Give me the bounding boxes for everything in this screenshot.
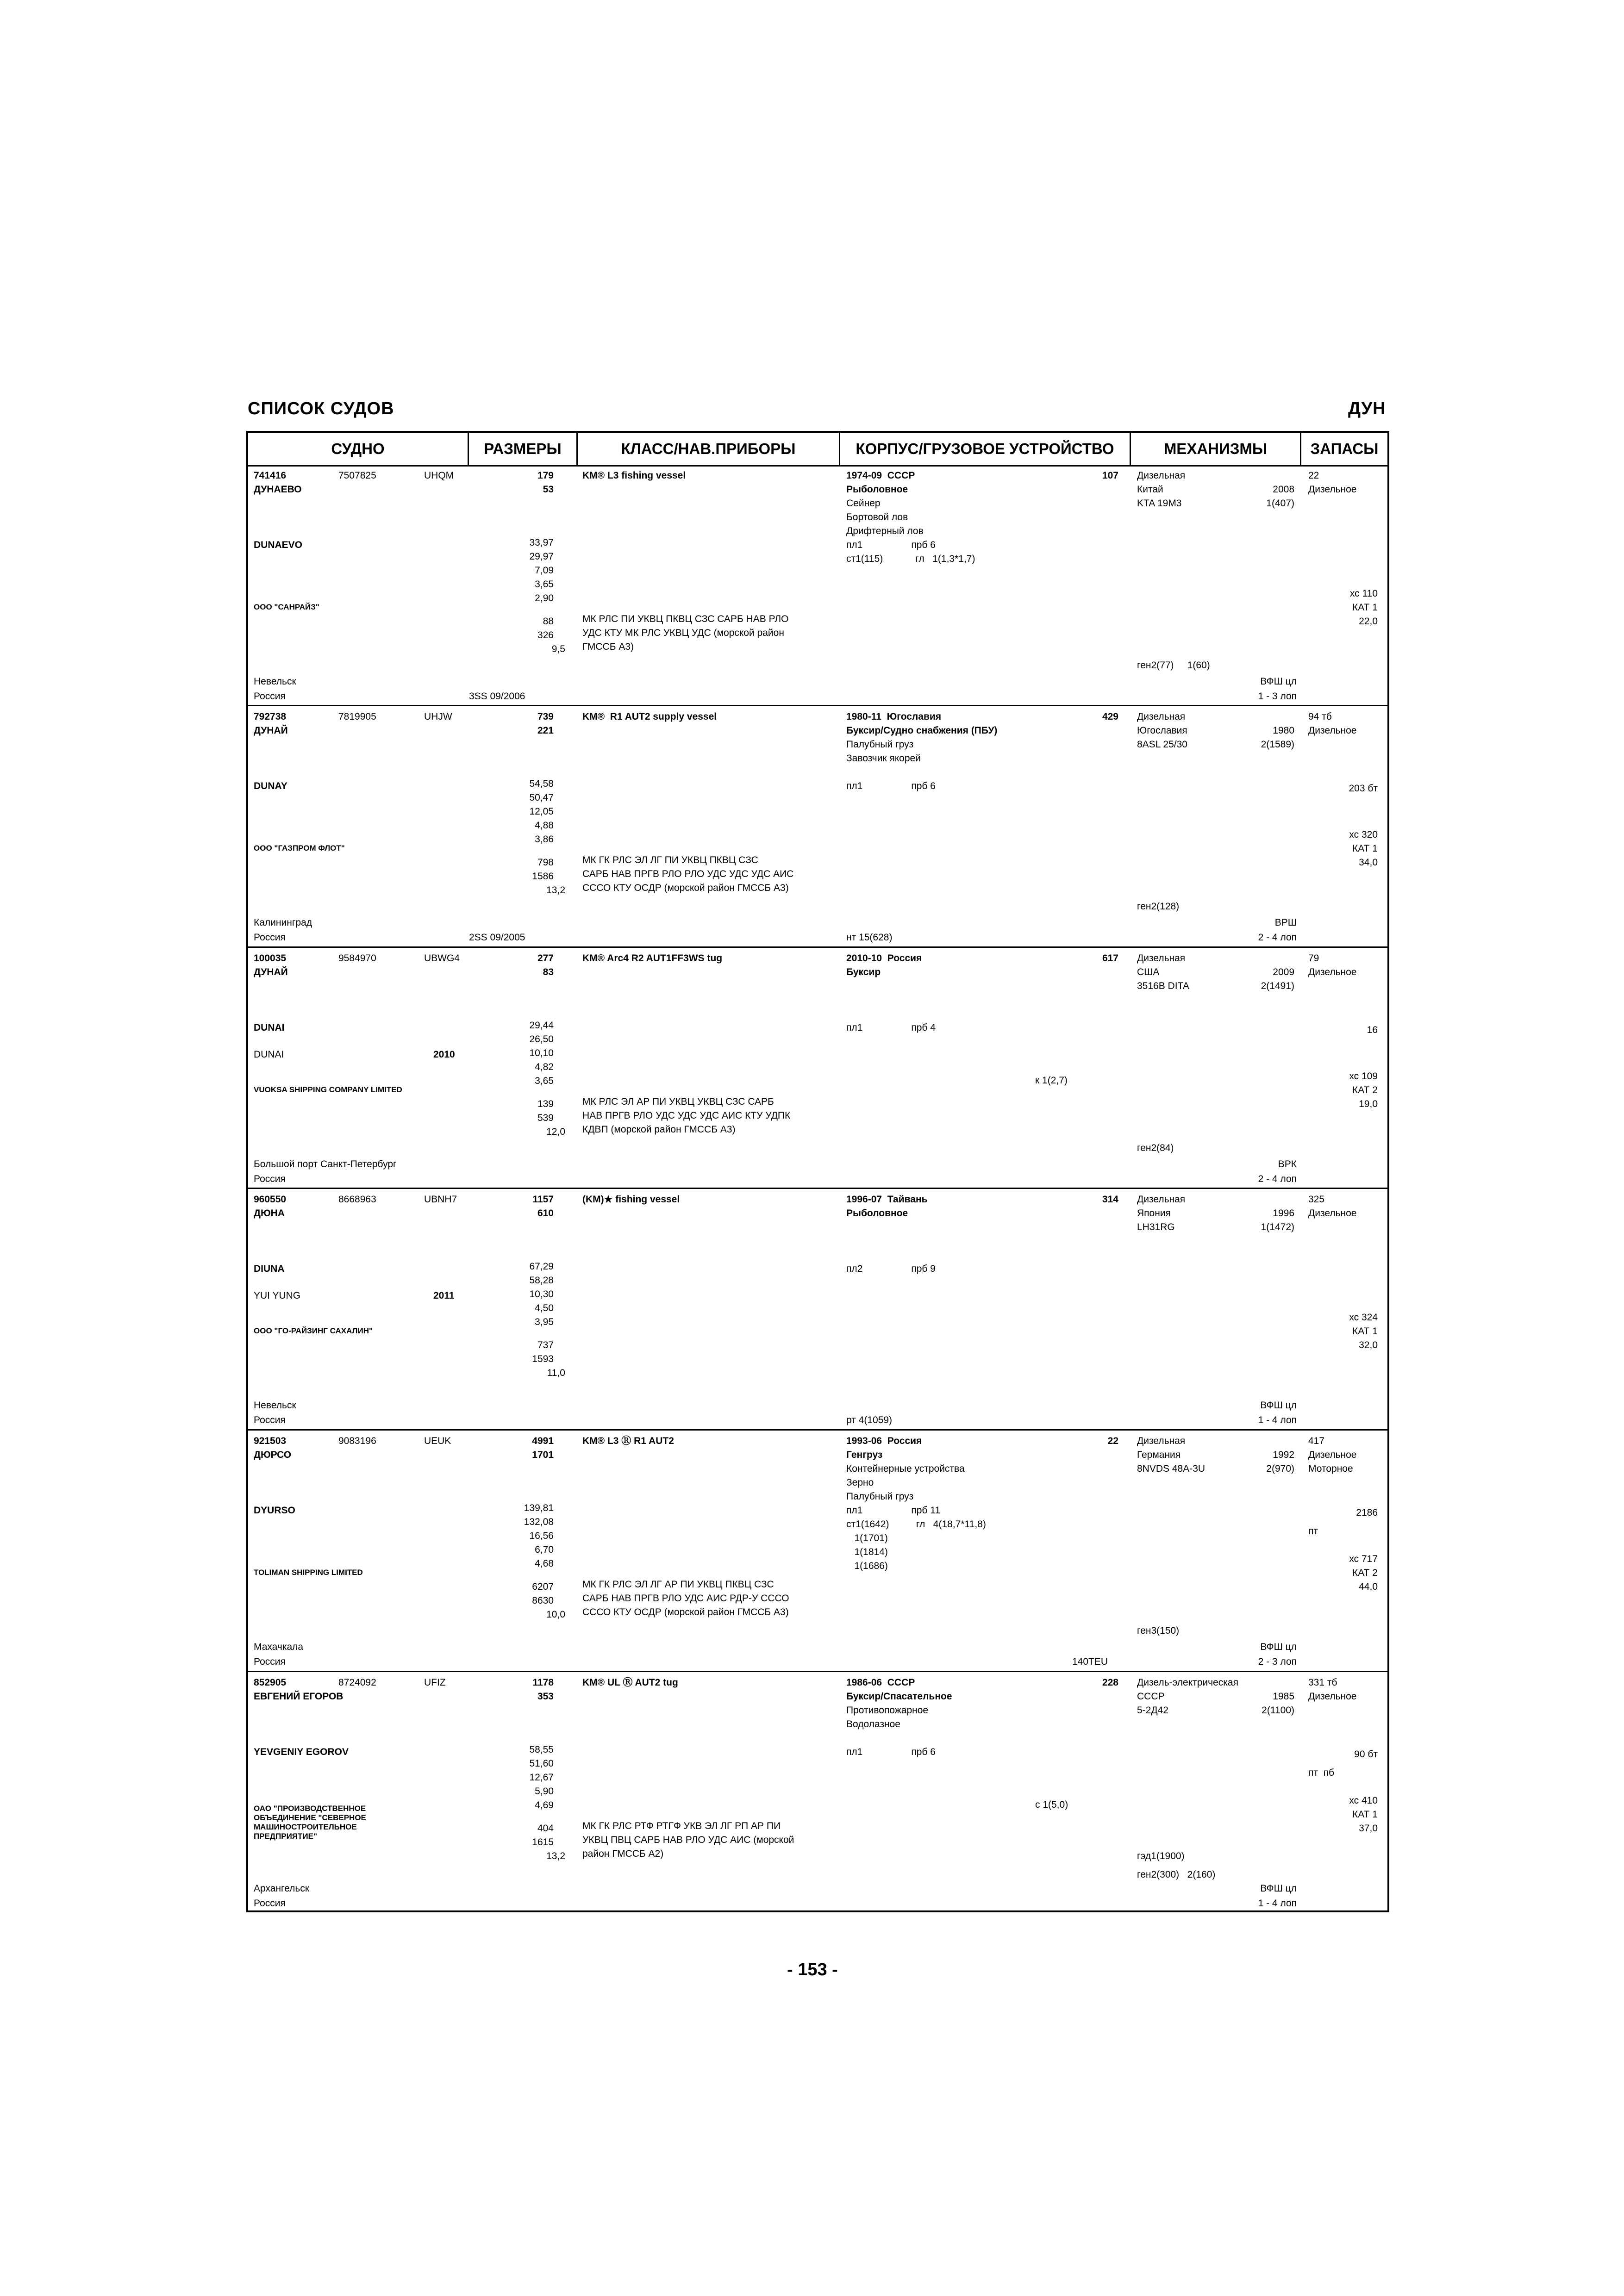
hull-line: Палубный груз bbox=[846, 1491, 914, 1502]
engine-model: 5-2Д42 bbox=[1137, 1705, 1168, 1716]
deadweight-value: 404 bbox=[537, 1823, 554, 1834]
ship-name: ДУНАЕВО bbox=[254, 484, 302, 495]
hull-line: пл1 прб 6 bbox=[846, 781, 936, 791]
ship-name: ДУНАЙ bbox=[254, 967, 288, 977]
net-tonnage: 53 bbox=[543, 484, 554, 495]
engine-year: 1992 bbox=[1273, 1450, 1294, 1460]
nav-equipment-line: САРБ НАВ ПРГВ РЛО УДС АИС РДР-У СССО bbox=[582, 1593, 789, 1604]
ship-class: (KM)★ fishing vessel bbox=[582, 1194, 680, 1205]
fuel-line: Дизельное bbox=[1308, 967, 1357, 977]
nav-equipment-line: СССО КТУ ОСДР (морской район ГМССБ A3) bbox=[582, 883, 789, 893]
fuel-line: Дизельное bbox=[1308, 1450, 1357, 1460]
propeller-blades: 2 - 4 лоп bbox=[1258, 1174, 1297, 1184]
ship-table bbox=[246, 431, 1389, 1912]
fuel-line: 79 bbox=[1308, 953, 1319, 964]
dimension-value: 5,90 bbox=[535, 1786, 554, 1797]
generator-line: ген2(300) 2(160) bbox=[1137, 1869, 1216, 1880]
deadweight-value: 8630 bbox=[532, 1595, 554, 1606]
hull-line: 1(1701) bbox=[846, 1533, 888, 1543]
ship-call-sign: UHQM bbox=[424, 470, 454, 481]
crew-line: хс 110 bbox=[1349, 588, 1378, 599]
fuel-extra-line: 90 бт bbox=[1354, 1749, 1378, 1760]
generator-line: ген2(84) bbox=[1137, 1143, 1174, 1153]
dimension-value: 139,81 bbox=[524, 1503, 554, 1513]
hull-extra: 140TEU bbox=[1072, 1656, 1108, 1667]
propeller-blades: 1 - 4 лоп bbox=[1258, 1415, 1297, 1425]
deadweight-value: 1593 bbox=[532, 1354, 554, 1364]
crew-line: КАТ 1 bbox=[1352, 1326, 1378, 1337]
ship-speed: 13,2 bbox=[546, 885, 565, 896]
gross-tonnage: 4991 bbox=[532, 1436, 554, 1446]
ship-port: Невельск bbox=[254, 1400, 296, 1411]
ship-name: ДЮРСО bbox=[254, 1450, 292, 1460]
engine-model: 3516B DITA bbox=[1137, 981, 1189, 991]
propeller-type: ВФШ цл bbox=[1260, 676, 1297, 687]
survey-code: 2SS 09/2005 bbox=[469, 932, 525, 943]
ship-type: Буксир bbox=[846, 967, 881, 977]
deadweight-value: 139 bbox=[537, 1099, 554, 1109]
engine-year: 2009 bbox=[1273, 967, 1294, 977]
ship-record bbox=[248, 706, 1387, 948]
dimension-value: 3,86 bbox=[535, 834, 554, 845]
hull-side-note: к 1(2,7) bbox=[1035, 1075, 1068, 1086]
ship-imo: 9584970 bbox=[338, 953, 376, 964]
ship-imo: 8724092 bbox=[338, 1677, 376, 1688]
crew-line: хс 324 bbox=[1349, 1312, 1378, 1323]
propeller-blades: 2 - 3 лоп bbox=[1258, 1656, 1297, 1667]
propeller-type: ВФШ цл bbox=[1260, 1400, 1297, 1411]
ship-port: Большой порт Санкт-Петербург bbox=[254, 1159, 397, 1170]
dimension-value: 54,58 bbox=[529, 778, 554, 789]
ship-speed: 13,2 bbox=[546, 1851, 565, 1861]
nav-equipment-line: МК ГК РЛС ЭЛ ЛГ АР ПИ УКВЦ ПКВЦ СЗС bbox=[582, 1579, 774, 1590]
ship-name: ДУНАЙ bbox=[254, 725, 288, 736]
ship-record bbox=[248, 1672, 1387, 1912]
fuel-line: Дизельное bbox=[1308, 484, 1357, 495]
ship-name: ДЮНА bbox=[254, 1208, 285, 1219]
engine-type: Дизельная bbox=[1137, 711, 1186, 722]
hull-number: 429 bbox=[1102, 711, 1118, 722]
hull-line: Бортовой лов bbox=[846, 512, 908, 523]
fuel-extra-line: 16 bbox=[1367, 1025, 1378, 1035]
ship-call-sign: UBNH7 bbox=[424, 1194, 457, 1205]
engine-power: 2(1100) bbox=[1262, 1705, 1294, 1716]
engine-year: 1985 bbox=[1273, 1691, 1294, 1702]
engine-country: Китай bbox=[1137, 484, 1163, 495]
crew-line: хс 320 bbox=[1349, 829, 1378, 840]
dimension-value: 29,97 bbox=[529, 551, 554, 562]
nav-equipment-line: МК ГК РЛС РТФ РТГФ УКВ ЭЛ ЛГ РП АР ПИ bbox=[582, 1821, 781, 1831]
fuel-line: 417 bbox=[1308, 1436, 1325, 1446]
engine-power: 2(1589) bbox=[1261, 739, 1294, 750]
ship-call-sign: UHJW bbox=[424, 711, 452, 722]
gross-tonnage: 277 bbox=[537, 953, 554, 964]
engine-type: Дизельная bbox=[1137, 470, 1186, 481]
col-machinery: МЕХАНИЗМЫ bbox=[1163, 440, 1268, 457]
ship-country: Россия bbox=[254, 1174, 286, 1184]
ship-imo: 7819905 bbox=[338, 711, 376, 722]
ship-owner: ОАО "ПРОИЗВОДСТВЕННОЕ ОБЪЕДИНЕНИЕ "СЕВЕРНОЕ МАШИНОСТРОИТЕЛЬНОЕ ПРЕДПРИЯТИЕ" bbox=[254, 1804, 366, 1841]
section-code: ДУН bbox=[1348, 399, 1386, 418]
ship-name: ЕВГЕНИЙ ЕГОРОВ bbox=[254, 1691, 344, 1702]
dimension-value: 4,88 bbox=[535, 820, 554, 831]
hull-extra: рт 4(1059) bbox=[846, 1415, 893, 1425]
ship-record bbox=[248, 1189, 1387, 1431]
crew-line: 19,0 bbox=[1359, 1099, 1378, 1109]
deadweight-value: 737 bbox=[537, 1340, 554, 1350]
engine-year: 2008 bbox=[1273, 484, 1294, 495]
ship-type: Рыболовное bbox=[846, 484, 908, 495]
nav-equipment-line: СССО КТУ ОСДР (морской район ГМССБ A3) bbox=[582, 1607, 789, 1618]
dimension-value: 3,65 bbox=[535, 1076, 554, 1086]
deadweight-value: 1615 bbox=[532, 1837, 554, 1848]
propeller-blades: 1 - 3 лоп bbox=[1258, 691, 1297, 702]
crew-line: хс 109 bbox=[1349, 1071, 1378, 1082]
ship-port: Невельск bbox=[254, 676, 296, 687]
ship-type: Генгруз bbox=[846, 1450, 883, 1460]
fuel-line: 331 тб bbox=[1308, 1677, 1337, 1688]
propeller-type: ВРШ bbox=[1274, 917, 1297, 928]
dimension-value: 3,65 bbox=[535, 579, 554, 590]
dimension-value: 7,09 bbox=[535, 565, 554, 576]
fuel-line: Моторное bbox=[1308, 1463, 1353, 1474]
dimension-value: 16,56 bbox=[529, 1531, 554, 1541]
hull-line: пл1 прб 4 bbox=[846, 1022, 936, 1033]
ship-name-latin: YEVGENIY EGOROV bbox=[254, 1747, 349, 1757]
nav-equipment-line: УКВЦ ПВЦ САРБ НАВ РЛО УДС АИС (морской bbox=[582, 1835, 794, 1845]
hull-extra: нт 15(628) bbox=[846, 932, 893, 943]
ship-type: Буксир/Спасательное bbox=[846, 1691, 952, 1702]
engine-year: 1996 bbox=[1273, 1208, 1294, 1219]
crew-line: хс 717 bbox=[1349, 1554, 1378, 1564]
dimension-value: 67,29 bbox=[529, 1261, 554, 1272]
col-class: КЛАСС/НАВ.ПРИБОРЫ bbox=[621, 440, 796, 457]
crew-line: КАТ 2 bbox=[1352, 1568, 1378, 1578]
hull-line: пл1 прб 6 bbox=[846, 540, 936, 550]
propeller-blades: 2 - 4 лоп bbox=[1258, 932, 1297, 943]
dimension-value: 29,44 bbox=[529, 1020, 554, 1031]
ship-owner: ООО "ГАЗПРОМ ФЛОТ" bbox=[254, 844, 345, 852]
dimension-value: 2,90 bbox=[535, 593, 554, 604]
page-number: - 153 - bbox=[787, 1960, 838, 1979]
hull-line: 1(1686) bbox=[846, 1561, 888, 1571]
engine-power: 2(970) bbox=[1266, 1463, 1294, 1474]
ship-call-sign: UBWG4 bbox=[424, 953, 460, 964]
net-tonnage: 610 bbox=[537, 1208, 554, 1219]
build-date-country: 1996-07 Тайвань bbox=[846, 1194, 928, 1205]
ship-class: KM® UL Ⓡ AUT2 tug bbox=[582, 1677, 678, 1688]
engine-country: Югославия bbox=[1137, 725, 1187, 736]
fuel-extra-line: 2186 bbox=[1356, 1507, 1378, 1518]
nav-equipment-line: МК РЛС ЭЛ АР ПИ УКВЦ УКВЦ СЗС САРБ bbox=[582, 1096, 774, 1107]
gross-tonnage: 1178 bbox=[532, 1677, 554, 1688]
ship-reg-number: 921503 bbox=[254, 1436, 287, 1446]
dimension-value: 12,67 bbox=[529, 1772, 554, 1783]
hull-line: пл1 прб 6 bbox=[846, 1747, 936, 1757]
nav-equipment-line: САРБ НАВ ПРГВ РЛО РЛО УДС УДС УДС АИС bbox=[582, 869, 794, 879]
engine-type: Дизельная bbox=[1137, 1194, 1186, 1205]
crew-line: КАТ 2 bbox=[1352, 1085, 1378, 1095]
generator-line: гэд1(1900) bbox=[1137, 1851, 1185, 1861]
nav-equipment-line: КДВП (морской район ГМССБ A3) bbox=[582, 1124, 736, 1135]
dimension-value: 4,82 bbox=[535, 1062, 554, 1072]
deadweight-value: 539 bbox=[537, 1113, 554, 1123]
crew-line: 32,0 bbox=[1359, 1340, 1378, 1350]
ship-port: Калининград bbox=[254, 917, 312, 928]
hull-line: пл1 прб 11 bbox=[846, 1505, 941, 1516]
dimension-value: 33,97 bbox=[529, 537, 554, 548]
ship-speed: 9,5 bbox=[551, 644, 565, 654]
dimension-value: 10,10 bbox=[529, 1048, 554, 1058]
generator-line: ген2(77) 1(60) bbox=[1137, 660, 1210, 671]
gross-tonnage: 739 bbox=[537, 711, 554, 722]
dimension-value: 58,28 bbox=[529, 1275, 554, 1286]
ship-record bbox=[248, 465, 1387, 706]
engine-country: США bbox=[1137, 967, 1160, 977]
fuel-extra-line: пт пб bbox=[1308, 1767, 1335, 1778]
deadweight-value: 1586 bbox=[532, 871, 554, 882]
engine-type: Дизель-электрическая bbox=[1137, 1677, 1238, 1688]
build-date-country: 1974-09 СССР bbox=[846, 470, 915, 481]
hull-line: Завозчик якорей bbox=[846, 753, 921, 764]
nav-equipment-line: ГМССБ A3) bbox=[582, 641, 634, 652]
crew-line: КАТ 1 bbox=[1352, 1809, 1378, 1820]
dimension-value: 12,05 bbox=[529, 806, 554, 817]
engine-country: Германия bbox=[1137, 1450, 1181, 1460]
dimension-value: 4,68 bbox=[535, 1558, 554, 1569]
crew-line: хс 410 bbox=[1349, 1795, 1378, 1806]
generator-line: ген2(128) bbox=[1137, 901, 1180, 912]
build-date-country: 2010-10 Россия bbox=[846, 953, 922, 964]
ship-name-latin: DYURSO bbox=[254, 1505, 295, 1516]
hull-number: 228 bbox=[1102, 1677, 1118, 1688]
crew-line: КАТ 1 bbox=[1352, 602, 1378, 613]
hull-number: 107 bbox=[1102, 470, 1118, 481]
ship-reg-number: 852905 bbox=[254, 1677, 287, 1688]
fuel-line: Дизельное bbox=[1308, 1208, 1357, 1219]
nav-equipment-line: МК РЛС ПИ УКВЦ ПКВЦ СЗС САРБ НАВ РЛО bbox=[582, 614, 789, 624]
engine-model: 8ASL 25/30 bbox=[1137, 739, 1187, 750]
ship-class: KM® R1 AUT2 supply vessel bbox=[582, 711, 717, 722]
hull-side-note: с 1(5,0) bbox=[1035, 1799, 1068, 1810]
ship-former-name: DUNAI bbox=[254, 1049, 284, 1060]
net-tonnage: 221 bbox=[537, 725, 554, 736]
net-tonnage: 1701 bbox=[532, 1450, 554, 1460]
gross-tonnage: 1157 bbox=[532, 1194, 554, 1205]
ship-name-latin: DIUNA bbox=[254, 1263, 285, 1274]
crew-line: 44,0 bbox=[1359, 1581, 1378, 1592]
engine-model: KTA 19M3 bbox=[1137, 498, 1182, 509]
table-header bbox=[248, 433, 1387, 467]
propeller-type: ВФШ цл bbox=[1260, 1642, 1297, 1652]
ship-imo: 8668963 bbox=[338, 1194, 376, 1205]
ship-former-year: 2010 bbox=[433, 1049, 455, 1060]
fuel-extra-line: пт bbox=[1308, 1526, 1318, 1537]
ship-imo: 9083196 bbox=[338, 1436, 376, 1446]
hull-line: Дрифтерный лов bbox=[846, 526, 924, 536]
hull-line: Противопожарное bbox=[846, 1705, 929, 1716]
hull-line: 1(1814) bbox=[846, 1547, 888, 1557]
hull-line: пл2 прб 9 bbox=[846, 1263, 936, 1274]
deadweight-value: 88 bbox=[543, 616, 554, 627]
fuel-line: Дизельное bbox=[1308, 725, 1357, 736]
ship-port: Архангельск bbox=[254, 1883, 310, 1894]
dimension-value: 26,50 bbox=[529, 1034, 554, 1045]
crew-line: 22,0 bbox=[1359, 616, 1378, 627]
dimension-value: 6,70 bbox=[535, 1544, 554, 1555]
ship-country: Россия bbox=[254, 691, 286, 702]
ship-former-name: YUI YUNG bbox=[254, 1290, 301, 1301]
crew-line: КАТ 1 bbox=[1352, 843, 1378, 854]
ship-reg-number: 100035 bbox=[254, 953, 287, 964]
ship-speed: 11,0 bbox=[547, 1368, 565, 1378]
ship-former-year: 2011 bbox=[433, 1290, 455, 1301]
ship-speed: 10,0 bbox=[546, 1609, 565, 1620]
dimension-value: 4,50 bbox=[535, 1303, 554, 1313]
nav-equipment-line: МК ГК РЛС ЭЛ ЛГ ПИ УКВЦ ПКВЦ СЗС bbox=[582, 855, 758, 865]
generator-line: ген3(150) bbox=[1137, 1625, 1180, 1636]
crew-line: 34,0 bbox=[1359, 857, 1378, 868]
ship-type: Буксир/Судно снабжения (ПБУ) bbox=[846, 725, 998, 736]
build-date-country: 1993-06 Россия bbox=[846, 1436, 922, 1446]
dimension-value: 10,30 bbox=[529, 1289, 554, 1300]
build-date-country: 1986-06 СССР bbox=[846, 1677, 915, 1688]
ship-owner: ООО "САНРАЙЗ" bbox=[254, 603, 319, 611]
col-supplies: ЗАПАСЫ bbox=[1310, 440, 1379, 457]
net-tonnage: 83 bbox=[543, 967, 554, 977]
ship-reg-number: 741416 bbox=[254, 470, 287, 481]
col-dimensions: РАЗМЕРЫ bbox=[484, 440, 562, 457]
ship-owner: ООО "ГО-РАЙЗИНГ САХАЛИН" bbox=[254, 1326, 373, 1335]
ship-reg-number: 792738 bbox=[254, 711, 287, 722]
hull-line: Водолазное bbox=[846, 1719, 900, 1730]
engine-power: 1(1472) bbox=[1261, 1222, 1294, 1232]
fuel-line: Дизельное bbox=[1308, 1691, 1357, 1702]
engine-model: 8NVDS 48A-3U bbox=[1137, 1463, 1206, 1474]
engine-type: Дизельная bbox=[1137, 953, 1186, 964]
ship-record bbox=[248, 1431, 1387, 1672]
ship-name-latin: DUNAI bbox=[254, 1022, 285, 1033]
ship-owner: VUOKSA SHIPPING COMPANY LIMITED bbox=[254, 1085, 402, 1094]
fuel-line: 22 bbox=[1308, 470, 1319, 481]
ship-port: Махачкала bbox=[254, 1642, 304, 1652]
dimension-value: 4,69 bbox=[535, 1800, 554, 1811]
nav-equipment-line: НАВ ПРГВ РЛО УДС УДС УДС АИС КТУ УДПК bbox=[582, 1110, 791, 1121]
propeller-blades: 1 - 4 лоп bbox=[1258, 1898, 1297, 1909]
ship-type: Рыболовное bbox=[846, 1208, 908, 1219]
col-hull: КОРПУС/ГРУЗОВОЕ УСТРОЙСТВО bbox=[856, 440, 1114, 457]
ship-class: KM® L3 fishing vessel bbox=[582, 470, 686, 481]
engine-power: 2(1491) bbox=[1261, 981, 1294, 991]
dimension-value: 58,55 bbox=[529, 1744, 554, 1755]
hull-number: 22 bbox=[1107, 1436, 1118, 1446]
engine-power: 1(407) bbox=[1266, 498, 1294, 509]
engine-country: СССР bbox=[1137, 1691, 1165, 1702]
propeller-type: ВРК bbox=[1278, 1159, 1297, 1170]
dimension-value: 51,60 bbox=[529, 1758, 554, 1769]
ship-imo: 7507825 bbox=[338, 470, 376, 481]
engine-country: Япония bbox=[1137, 1208, 1171, 1219]
ship-reg-number: 960550 bbox=[254, 1194, 287, 1205]
col-ship: СУДНО bbox=[331, 440, 385, 457]
nav-equipment-line: УДС КТУ МК РЛС УКВЦ УДС (морской район bbox=[582, 628, 784, 638]
survey-code: 3SS 09/2006 bbox=[469, 691, 525, 702]
ship-class: KM® L3 Ⓡ R1 AUT2 bbox=[582, 1436, 674, 1446]
hull-number: 617 bbox=[1102, 953, 1118, 964]
build-date-country: 1980-11 Югославия bbox=[846, 711, 942, 722]
dimension-value: 3,95 bbox=[535, 1317, 554, 1327]
ship-class: KM® Arc4 R2 AUT1FF3WS tug bbox=[582, 953, 723, 964]
crew-line: 37,0 bbox=[1359, 1823, 1378, 1834]
ship-name-latin: DUNAY bbox=[254, 781, 287, 791]
deadweight-value: 6207 bbox=[532, 1581, 554, 1592]
engine-model: LH31RG bbox=[1137, 1222, 1175, 1232]
fuel-line: 94 тб bbox=[1308, 711, 1332, 722]
ship-country: Россия bbox=[254, 1656, 286, 1667]
hull-number: 314 bbox=[1102, 1194, 1118, 1205]
nav-equipment-line: район ГМССБ A2) bbox=[582, 1848, 664, 1859]
net-tonnage: 353 bbox=[537, 1691, 554, 1702]
hull-line: ст1(1642) гл 4(18,7*11,8) bbox=[846, 1519, 986, 1530]
hull-line: ст1(115) гл 1(1,3*1,7) bbox=[846, 554, 975, 564]
engine-year: 1980 bbox=[1273, 725, 1294, 736]
ship-country: Россия bbox=[254, 1898, 286, 1909]
ship-country: Россия bbox=[254, 1415, 286, 1425]
gross-tonnage: 179 bbox=[537, 470, 554, 481]
dimension-value: 132,08 bbox=[524, 1517, 554, 1527]
hull-line: Зерно bbox=[846, 1477, 874, 1488]
ship-call-sign: UEUK bbox=[424, 1436, 451, 1446]
fuel-extra-line: 203 бт bbox=[1349, 783, 1378, 794]
dimension-value: 50,47 bbox=[529, 792, 554, 803]
ship-speed: 12,0 bbox=[546, 1126, 565, 1137]
hull-line: Сейнер bbox=[846, 498, 881, 509]
ship-name-latin: DUNAEVO bbox=[254, 540, 303, 550]
list-title: СПИСОК СУДОВ bbox=[248, 399, 394, 418]
ship-call-sign: UFIZ bbox=[424, 1677, 446, 1688]
hull-line: Палубный груз bbox=[846, 739, 914, 750]
ship-record bbox=[248, 948, 1387, 1189]
hull-line: Контейнерные устройства bbox=[846, 1463, 965, 1474]
deadweight-value: 326 bbox=[537, 630, 554, 641]
ship-country: Россия bbox=[254, 932, 286, 943]
propeller-type: ВФШ цл bbox=[1260, 1883, 1297, 1894]
ship-owner: TOLIMAN SHIPPING LIMITED bbox=[254, 1568, 363, 1577]
engine-type: Дизельная bbox=[1137, 1436, 1186, 1446]
fuel-line: 325 bbox=[1308, 1194, 1325, 1205]
deadweight-value: 798 bbox=[537, 857, 554, 868]
